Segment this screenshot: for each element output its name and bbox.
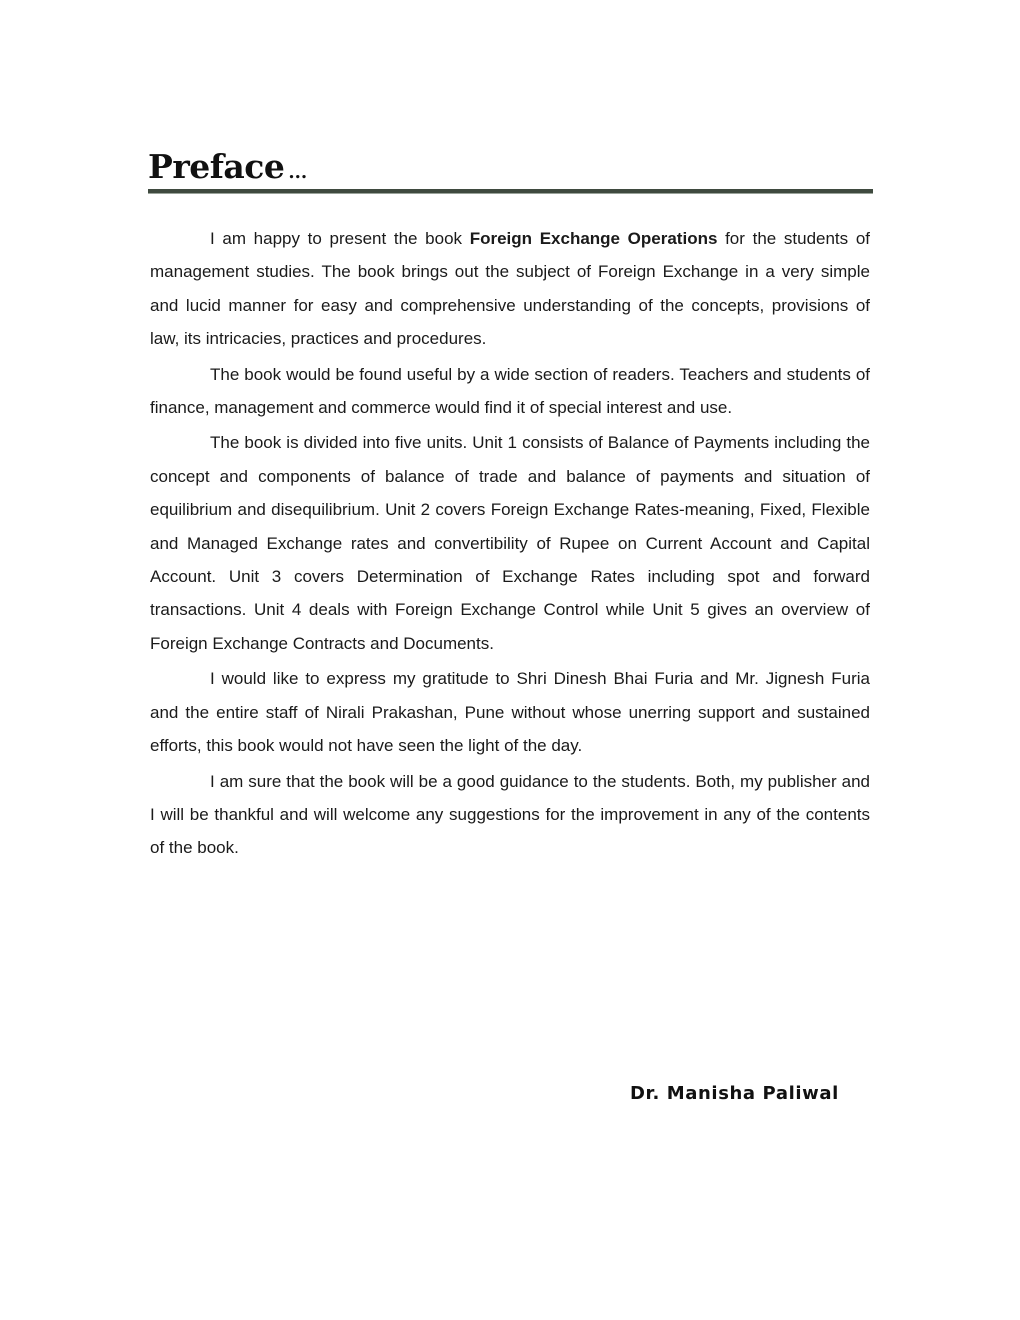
preface-header <box>148 146 873 194</box>
page-title <box>148 146 873 188</box>
title-underline-rule <box>148 189 873 194</box>
page-title-ellipsis: ... <box>288 162 308 183</box>
paragraph-introduction <box>150 222 870 356</box>
book-title-emphasis: Foreign Exchange Operations <box>469 229 718 248</box>
page-title-text: Preface <box>148 147 285 186</box>
paragraph-closing: I am sure that the book will be a good guidance to the students. Both, my publisher and I will be thankful and will welcome any suggestions for the improvement in any of the contents of the book. <box>150 771 870 858</box>
paragraph-audience: The book would be found useful by a wide section of readers. Teachers and students of finance, management and commerce would find it of special interest and use. <box>150 364 870 418</box>
paragraph-introduction-lead: I am happy to present the book <box>210 229 470 248</box>
paragraph-units-overview: The book is divided into five units. Unit 1 consists of Balance of Payments including the concept and components of balance of trade and balance of payments and situation of equilibrium and disequilibrium. Unit 2 covers Foreign Exchange Rates-meaning, Fixed, Flexible and Managed Exchange rates and convertibility of Rupee on Current Account and Capital Account. Unit 3 covers Determination of Exchange Rates including spot and forward transactions. Unit 4 deals with Foreign Exchange Control while Unit 5 gives an overview of Foreign Exchange Contracts and Documents. <box>150 433 870 653</box>
paragraph-acknowledgement: I would like to express my gratitude to Shri Dinesh Bhai Furia and Mr. Jignesh Furia and the entire staff of Nirali Prakashan, Pune without whose unerring support and sustained efforts, this book would not have seen the light of the day. <box>150 669 870 756</box>
preface-body <box>150 222 870 867</box>
author-signature: Dr. Manisha Paliwal <box>630 1083 839 1104</box>
paragraph-introduction-rest: for the students of management studies. The book brings out the subject of Foreign Exchange in a very simple and lucid manner for easy and comprehensive understanding of the concepts, provisions of law, its intricacies, practices and procedures. <box>150 229 870 349</box>
